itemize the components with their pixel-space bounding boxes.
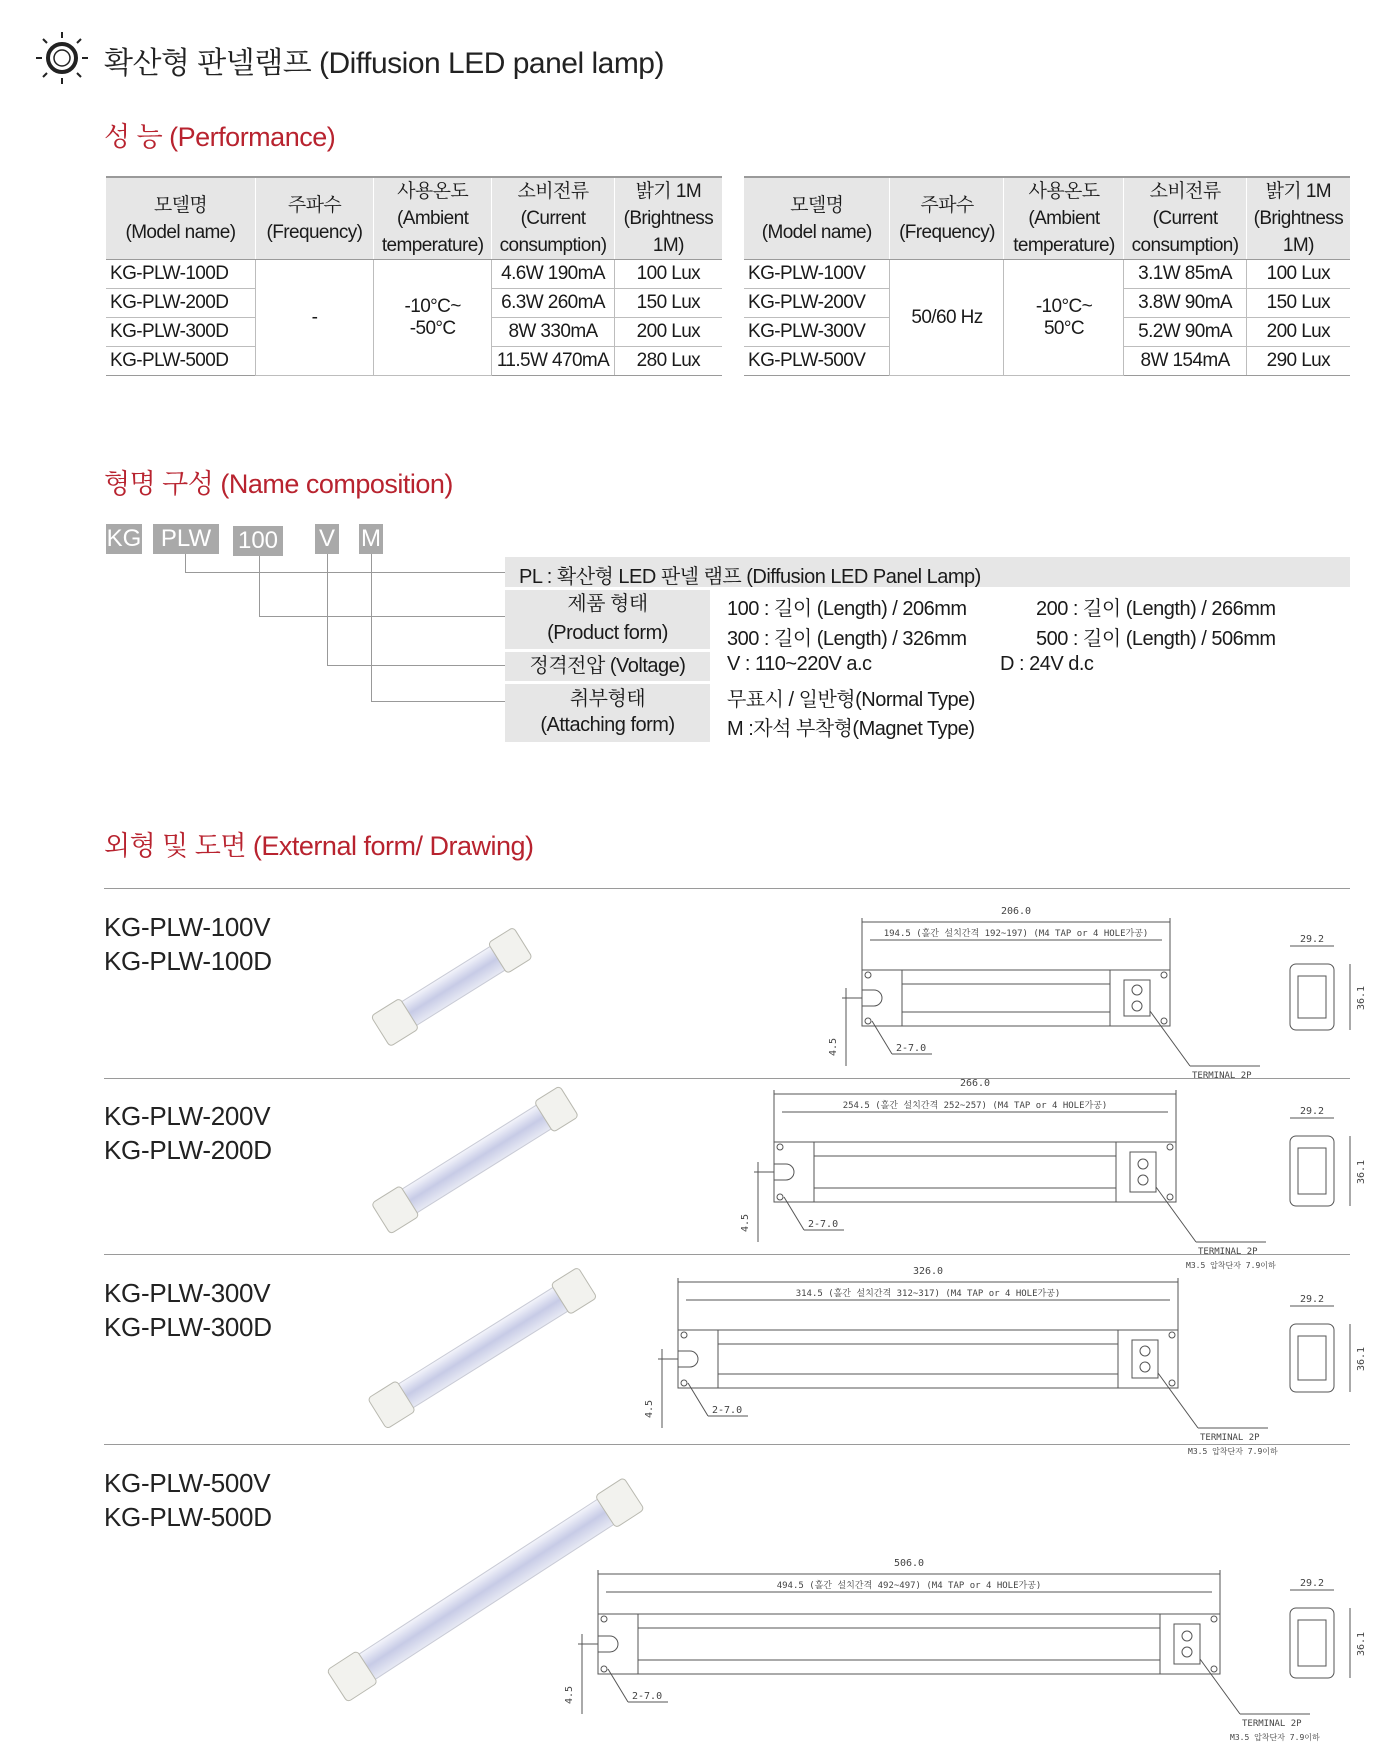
table-row: KG-PLW-100V 50/60 Hz -10°C~ 50°C 3.1W 85mA 100 Lux (744, 260, 1350, 289)
offset-dim-label: 4.5 (828, 1037, 839, 1056)
length-dim-label: 266.0 (959, 1078, 991, 1089)
technical-drawing (640, 1260, 1380, 1456)
pitch-dim-label: 254.5 (홀간 설치간격 252~257) (M4 TAP or 4 HOLE가공) (842, 1101, 1108, 1111)
external-heading: 외형 및 도면 (External form/ Drawing) (104, 831, 534, 861)
hole-dim-label: 2-7.0 (712, 1405, 743, 1416)
lamp-photo-100 (360, 918, 540, 1058)
product-form-200: 200 : 길이 (Length) / 266mm (1036, 598, 1276, 620)
page-title: 확산형 판넬램프 (Diffusion LED panel lamp) (104, 47, 664, 80)
temperature-cell: -10°C~ -50°C (373, 260, 491, 376)
code-kg: KG (106, 525, 142, 552)
offset-dim-label: 4.5 (564, 1685, 575, 1704)
height-dim-label: 36.1 (1356, 1346, 1367, 1371)
technical-drawing (740, 1072, 1380, 1270)
col-model: 모델명 (Model name) (106, 177, 255, 260)
col-brightness: 밝기 1M (Brightness 1M) (1246, 177, 1350, 260)
col-brightness: 밝기 1M (Brightness 1M) (614, 177, 722, 260)
col-frequency: 주파수 (Frequency) (890, 177, 1004, 260)
crimp-terminal-label: M3.5 압착단자 7.9이하 (1186, 1261, 1276, 1270)
height-dim-label: 36.1 (1356, 1159, 1367, 1184)
performance-table-d (106, 176, 722, 376)
product-form-300: 300 : 길이 (Length) / 326mm (727, 628, 967, 650)
performance-table-v (744, 176, 1350, 376)
technical-drawing (820, 900, 1380, 1081)
product-form-100: 100 : 길이 (Length) / 206mm (727, 598, 967, 620)
table-row: KG-PLW-500V 8W 154mA 290 Lux (744, 347, 1350, 376)
height-dim-label: 36.1 (1356, 1631, 1367, 1656)
model-name-500: KG-PLW-500V KG-PLW-500D (104, 1468, 272, 1532)
model-name-100: KG-PLW-100V KG-PLW-100D (104, 912, 272, 976)
voltage-dc: D : 24V d.c (1000, 653, 1094, 675)
length-dim-label: 206.0 (1000, 906, 1032, 917)
terminal-label: TERMINAL 2P (1200, 1433, 1260, 1443)
terminal-label: TERMINAL 2P (1242, 1719, 1302, 1729)
table-row: KG-PLW-100D - -10°C~ -50°C 4.6W 190mA 100 Lux (106, 260, 722, 289)
col-temperature: 사용온도 (Ambient temperature) (373, 177, 491, 260)
width-dim-label: 29.2 (1299, 1578, 1325, 1589)
temperature-cell: -10°C~ 50°C (1004, 260, 1124, 376)
frequency-cell: - (255, 260, 373, 376)
model-name-300: KG-PLW-300V KG-PLW-300D (104, 1278, 272, 1342)
code-voltage: V (315, 524, 339, 554)
hole-dim-label: 2-7.0 (896, 1043, 927, 1054)
performance-heading: 성 능 (Performance) (104, 122, 336, 152)
table-row: KG-PLW-300D 8W 330mA 200 Lux (106, 318, 722, 347)
voltage-label: 정격전압 (Voltage) (505, 652, 710, 681)
code-length: 100 (233, 526, 283, 556)
divider (104, 1444, 1350, 1445)
code-plw: PLW (153, 524, 219, 554)
table-row: KG-PLW-500D 11.5W 470mA 280 Lux (106, 347, 722, 376)
height-dim-label: 36.1 (1356, 985, 1367, 1010)
terminal-label: TERMINAL 2P (1192, 1071, 1252, 1081)
frequency-cell: 50/60 Hz (890, 260, 1004, 376)
length-dim-label: 326.0 (912, 1266, 944, 1277)
terminal-label: TERMINAL 2P (1198, 1247, 1258, 1257)
pl-row-text: PL : 확산형 LED 판넬 램프 (Diffusion LED Panel Lamp) (519, 566, 981, 588)
lamp-logo-icon (34, 30, 90, 86)
code-attaching: M (361, 525, 381, 552)
voltage-ac: V : 110~220V a.c (727, 653, 872, 675)
col-current: 소비전류 (Current consumption) (1124, 177, 1246, 260)
divider (104, 1254, 1350, 1255)
attaching-label: 취부형태 (Attaching form) (505, 684, 710, 742)
attaching-magnet: M :자석 부착형(Magnet Type) (727, 718, 975, 740)
col-temperature: 사용온도 (Ambient temperature) (1004, 177, 1124, 260)
lamp-photo-200 (360, 1085, 590, 1235)
col-current: 소비전류 (Current consumption) (492, 177, 614, 260)
pitch-dim-label: 494.5 (홀간 설치간격 492~497) (M4 TAP or 4 HOLE가공) (776, 1581, 1042, 1591)
width-dim-label: 29.2 (1299, 1106, 1325, 1117)
pitch-dim-label: 194.5 (홀간 설치간격 192~197) (M4 TAP or 4 HOLE가공) (883, 929, 1149, 939)
width-dim-label: 29.2 (1299, 1294, 1325, 1305)
hole-dim-label: 2-7.0 (632, 1691, 663, 1702)
lamp-photo-300 (358, 1262, 610, 1432)
width-dim-label: 29.2 (1299, 934, 1325, 945)
table-row: KG-PLW-200D 6.3W 260mA 150 Lux (106, 289, 722, 318)
pitch-dim-label: 314.5 (홀간 설치간격 312~317) (M4 TAP or 4 HOLE가공) (795, 1289, 1061, 1299)
product-form-500: 500 : 길이 (Length) / 506mm (1036, 628, 1276, 650)
technical-drawing (560, 1552, 1380, 1742)
product-form-label: 제품 형태 (Product form) (505, 590, 710, 649)
offset-dim-label: 4.5 (740, 1213, 751, 1232)
table-row: KG-PLW-300V 5.2W 90mA 200 Lux (744, 318, 1350, 347)
attaching-normal: 무표시 / 일반형(Normal Type) (727, 689, 975, 711)
table-row: KG-PLW-200V 3.8W 90mA 150 Lux (744, 289, 1350, 318)
col-frequency: 주파수 (Frequency) (255, 177, 373, 260)
leader-line (371, 554, 506, 702)
hole-dim-label: 2-7.0 (808, 1219, 839, 1230)
col-model: 모델명 (Model name) (744, 177, 890, 260)
length-dim-label: 506.0 (893, 1558, 925, 1569)
model-name-200: KG-PLW-200V KG-PLW-200D (104, 1101, 272, 1165)
name-composition-heading: 형명 구성 (Name composition) (104, 469, 453, 499)
crimp-terminal-label: M3.5 압착단자 7.9이하 (1230, 1733, 1320, 1742)
divider (104, 888, 1350, 889)
offset-dim-label: 4.5 (644, 1399, 655, 1418)
crimp-terminal-label: M3.5 압착단자 7.9이하 (1188, 1447, 1278, 1456)
